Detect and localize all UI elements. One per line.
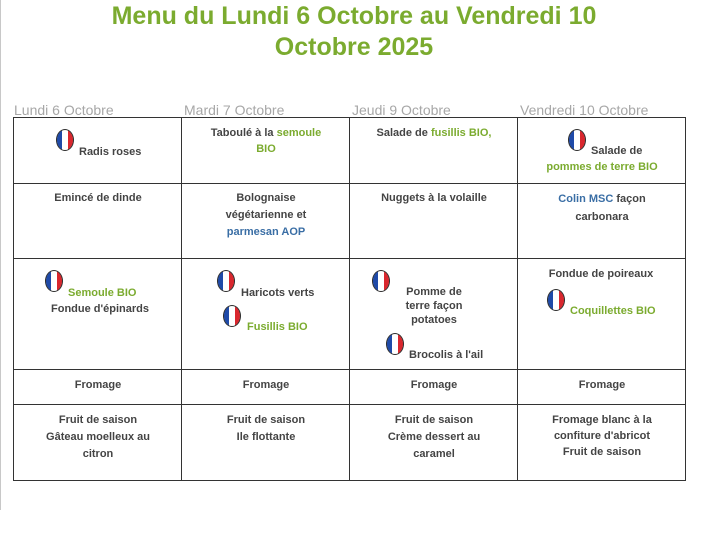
bio-label: Semoule BIO [68,287,137,299]
cell-cheese-friday [518,370,686,404]
cell-starter-thursday [350,118,517,183]
dish-text: Fruit de saison [562,446,642,458]
french-flag-icon [386,333,404,355]
french-flag-icon [223,305,241,327]
cell-dessert-monday [14,405,181,480]
bio-label: BIO [256,143,276,155]
dish-text: Haricots verts [241,287,315,299]
dish-text: Fondue de poireaux [548,268,654,280]
dish-text: caramel [413,448,455,460]
day-header-monday: Lundi 6 Octobre [14,102,114,118]
cell-main-friday [518,184,686,258]
french-flag-icon [45,270,63,292]
cell-main-tuesday [182,184,349,258]
dish-text: Salade de [376,127,428,139]
dish-text: façon [616,193,646,205]
cell-dessert-friday [518,405,686,480]
french-flag-icon [568,129,586,151]
cell-cheese-tuesday [182,370,349,404]
bio-label: Fusillis BIO [247,321,308,333]
dish-text: Pomme de [406,286,462,298]
day-header-thursday: Jeudi 9 Octobre [352,102,451,118]
quality-label: Colin MSC [558,193,614,205]
cell-side-monday [14,259,181,369]
dish-text: citron [82,448,114,460]
french-flag-icon [56,129,74,151]
dish-text: Fondue d'épinards [51,303,149,315]
dish-text: Crème dessert au [387,431,481,443]
cell-side-tuesday [182,259,349,369]
left-border [0,0,1,510]
dish-text: Brocolis à l'ail [409,349,484,361]
dish-text: Fruit de saison [58,414,138,426]
french-flag-icon [547,289,565,311]
dish-text: Fruit de saison [394,414,474,426]
dish-text: Bolognaise [236,192,296,204]
dish-text: Fromage [578,379,626,391]
dish-text: Gâteau moelleux au [46,431,150,443]
page-title [0,1,708,63]
dish-text: potatoes [411,314,457,326]
dish-text: Fromage [410,379,458,391]
cell-side-friday [518,259,686,369]
dish-text: Ile flottante [236,431,296,443]
cell-dessert-thursday [350,405,517,480]
bio-label: semoule [276,127,322,139]
cell-starter-monday [14,118,181,183]
cell-side-thursday [350,259,517,369]
cell-main-monday [14,184,181,258]
day-header-friday: Vendredi 10 Octobre [520,102,649,118]
bio-label: Coquillettes BIO [570,305,656,317]
cell-dessert-tuesday [182,405,349,480]
dish-text: Fruit de saison [226,414,306,426]
dish-text: Taboulé à la [210,127,274,139]
cell-starter-tuesday [182,118,349,183]
day-header-tuesday: Mardi 7 Octobre [184,102,285,118]
dish-text: Salade de [591,145,643,157]
dish-text: carbonara [575,211,629,223]
title-line-2: Octobre 2025 [274,33,434,61]
french-flag-icon [372,270,390,292]
dish-text: végétarienne et [225,209,307,221]
bio-label: fusillis BIO, [430,127,492,139]
dish-text: Fromage [242,379,290,391]
dish-text: terre façon [405,300,463,312]
dish-text: confiture d'abricot [553,430,651,442]
bio-label: pommes de terre BIO [546,161,658,173]
dish-text: Emincé de dinde [54,192,142,204]
menu-table [13,117,686,481]
dish-text: Nuggets à la volaille [381,192,487,204]
dish-text: Radis roses [79,146,142,158]
cell-cheese-monday [14,370,181,404]
cell-starter-friday [518,118,686,183]
cell-cheese-thursday [350,370,517,404]
quality-label: parmesan AOP [226,226,306,238]
dish-text: Fromage [74,379,122,391]
dish-text: Fromage blanc à la [552,414,652,426]
french-flag-icon [217,270,235,292]
title-line-1: Menu du Lundi 6 Octobre au Vendredi 10 [111,2,597,30]
cell-main-thursday [350,184,517,258]
